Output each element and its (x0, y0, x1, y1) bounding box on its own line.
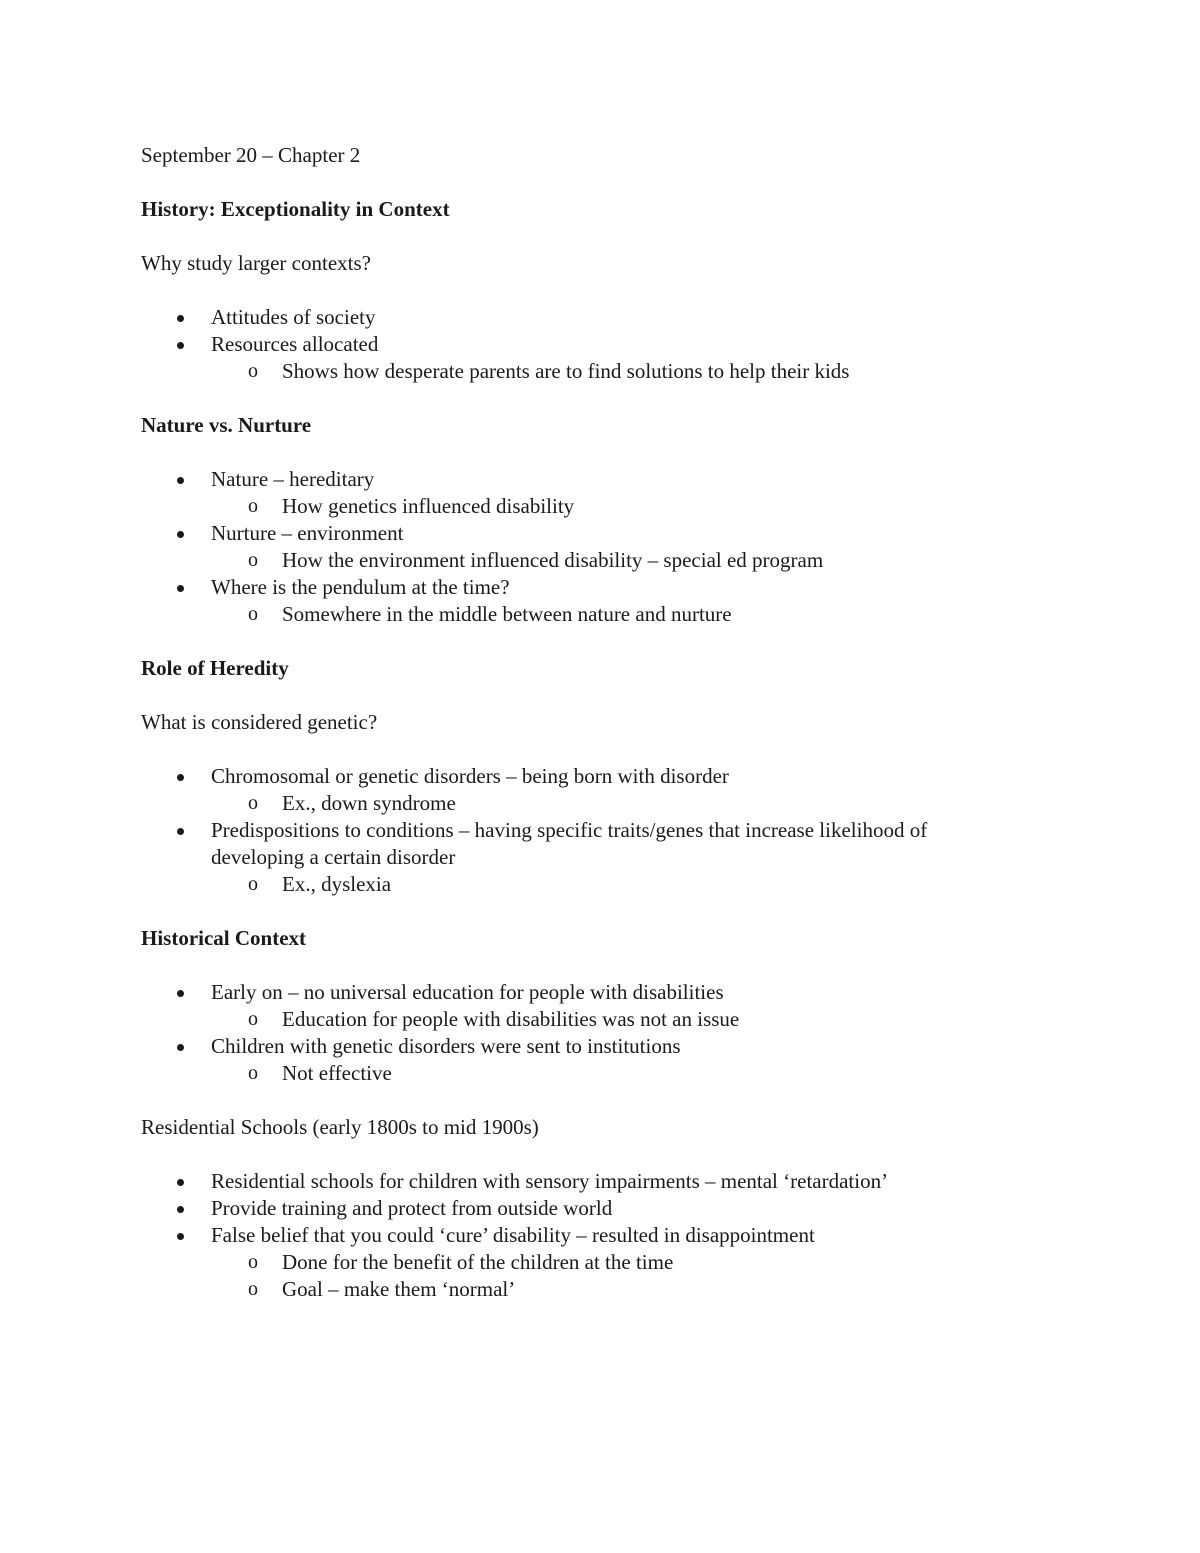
sub-list (211, 790, 1041, 817)
sub-list-item (211, 871, 1041, 898)
list-item (141, 979, 1041, 1033)
bullet-icon (177, 1206, 184, 1213)
list-item-text: Predispositions to conditions – having specific traits/genes that increase likelihood of developing a certain disorder (211, 818, 928, 869)
sub-list-item (211, 358, 1041, 385)
list-item (141, 304, 1041, 331)
sub-list-item (211, 790, 1041, 817)
circle-bullet-icon: o (248, 1008, 258, 1030)
list-item (141, 466, 1041, 520)
circle-bullet-icon: o (248, 1278, 258, 1300)
list-item-text: Early on – no universal education for people with disabilities (211, 980, 724, 1004)
sub-list (211, 493, 1041, 520)
bullet-icon (177, 828, 184, 835)
list-item (141, 1168, 1041, 1195)
bullet-icon (177, 1179, 184, 1186)
circle-bullet-icon: o (248, 549, 258, 571)
page-title: History: Exceptionality in Context (141, 197, 450, 221)
bullet-icon (177, 531, 184, 538)
sub-list-item (211, 1249, 1041, 1276)
sub-list-item (211, 1060, 1041, 1087)
bullet-icon (177, 774, 184, 781)
sub-list-item (211, 601, 1041, 628)
sub-item-text: Ex., down syndrome (282, 791, 456, 815)
bullet-icon (177, 477, 184, 484)
date-line: September 20 – Chapter 2 (141, 143, 361, 167)
sub-item-text: How the environment influenced disability – special ed program (282, 548, 824, 572)
circle-bullet-icon: o (248, 495, 258, 517)
list-item-text: Nature – hereditary (211, 467, 375, 491)
sub-list (211, 1249, 1041, 1303)
sub-list-item (211, 1006, 1041, 1033)
list-item-text: Residential schools for children with sensory impairments – mental ‘retardation’ (211, 1169, 889, 1193)
sub-item-text: Education for people with disabilities was not an issue (282, 1007, 740, 1031)
bullet-icon (177, 1044, 184, 1051)
sub-item-text: How genetics influenced disability (282, 494, 575, 518)
list-item (141, 1033, 1041, 1087)
heredity-list (141, 763, 1041, 898)
list-item (141, 817, 1041, 898)
circle-bullet-icon: o (248, 360, 258, 382)
bullet-icon (177, 1233, 184, 1240)
heredity-question: What is considered genetic? (141, 710, 378, 734)
list-item (141, 1195, 1041, 1222)
list-item-text: Where is the pendulum at the time? (211, 575, 510, 599)
list-item-text: False belief that you could ‘cure’ disability – resulted in disappointment (211, 1223, 815, 1247)
sub-item-text: Somewhere in the middle between nature and nurture (282, 602, 732, 626)
sub-list (211, 547, 1041, 574)
why-question: Why study larger contexts? (141, 251, 371, 275)
sub-list-item (211, 547, 1041, 574)
list-item (141, 331, 1041, 385)
nature-list (141, 466, 1041, 628)
bullet-icon (177, 585, 184, 592)
list-item-text: Attitudes of society (211, 305, 376, 329)
sub-list-item (211, 493, 1041, 520)
why-list (141, 304, 1041, 385)
sub-item-text: Shows how desperate parents are to find solutions to help their kids (282, 359, 850, 383)
document-page (141, 142, 1041, 1303)
sub-list (211, 1006, 1041, 1033)
circle-bullet-icon: o (248, 603, 258, 625)
circle-bullet-icon: o (248, 1251, 258, 1273)
section-heading-nature: Nature vs. Nurture (141, 413, 312, 437)
sub-list-item (211, 1276, 1041, 1303)
circle-bullet-icon: o (248, 873, 258, 895)
sub-item-text: Goal – make them ‘normal’ (282, 1277, 516, 1301)
section-heading-residential: Residential Schools (early 1800s to mid 1900s) (141, 1115, 539, 1139)
list-item-text: Resources allocated (211, 332, 379, 356)
sub-item-text: Ex., dyslexia (282, 872, 392, 896)
sub-list (211, 601, 1041, 628)
list-item (141, 763, 1041, 817)
historical-list (141, 979, 1041, 1087)
list-item-text: Nurture – environment (211, 521, 404, 545)
circle-bullet-icon: o (248, 792, 258, 814)
bullet-icon (177, 342, 184, 349)
list-item-text: Chromosomal or genetic disorders – being born with disorder (211, 764, 729, 788)
list-item (141, 1222, 1041, 1303)
list-item-text: Provide training and protect from outside world (211, 1196, 613, 1220)
circle-bullet-icon: o (248, 1062, 258, 1084)
sub-list (211, 358, 1041, 385)
bullet-icon (177, 990, 184, 997)
list-item (141, 574, 1041, 628)
sub-list (211, 871, 1041, 898)
sub-item-text: Done for the benefit of the children at the time (282, 1250, 674, 1274)
bullet-icon (177, 315, 184, 322)
list-item-text: Children with genetic disorders were sent to institutions (211, 1034, 681, 1058)
section-heading-heredity: Role of Heredity (141, 656, 289, 680)
list-item (141, 520, 1041, 574)
sub-list (211, 1060, 1041, 1087)
sub-item-text: Not effective (282, 1061, 392, 1085)
section-heading-historical: Historical Context (141, 926, 307, 950)
residential-list (141, 1168, 1041, 1303)
